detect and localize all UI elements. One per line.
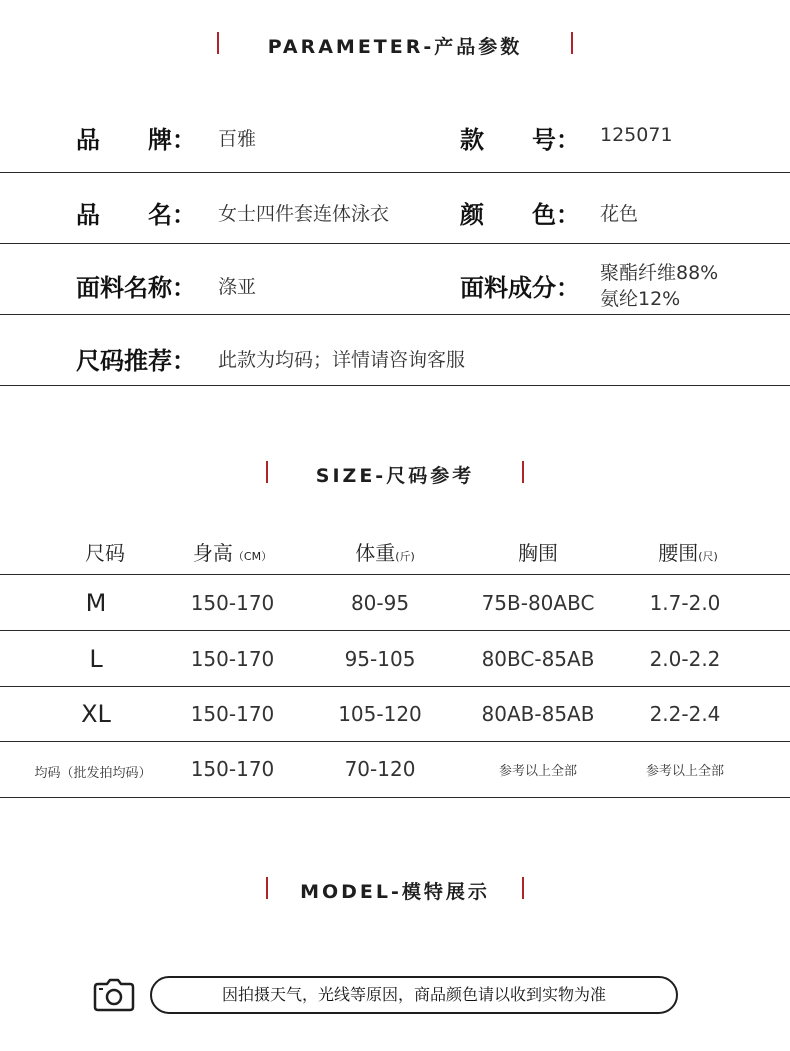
title-bar-right [522,877,524,899]
table-divider [0,797,790,798]
table-divider [0,574,790,575]
color-notice: 因拍摄天气，光线等原因，商品颜色请以收到实物为准 [150,976,678,1014]
table-divider [0,630,790,631]
header-weight-text: 体重 [355,541,396,565]
waist-cell: 2.0-2.2 [649,647,721,671]
size-cell: L [89,645,103,673]
divider [0,243,790,244]
header-height-unit: （CM） [232,550,273,563]
product-name-value: 女士四件套连体泳衣 [218,203,390,225]
product-name-label: 品 名： [76,201,196,229]
weight-cell: 80-95 [350,591,410,615]
fabric-composition-label: 面料成分： [460,274,580,302]
title-bar-right [522,461,524,483]
divider [0,314,790,315]
size-title: SIZE-尺码参考 [315,465,475,487]
height-cell: 150-170 [190,702,275,726]
size-recommend-value: 此款为均码；详情请咨询客服 [218,349,466,371]
fabric-name-value: 涤亚 [218,276,257,298]
camera-icon [93,978,135,1012]
brand-label: 品 牌： [76,126,196,154]
size-cell: M [85,589,107,617]
fabric-composition-value-1: 聚酯纤维88% [600,262,719,284]
waist-cell: 1.7-2.0 [649,591,721,615]
col-header-waist [628,537,748,566]
chest-cell: 75B-80ABC [481,591,595,615]
brand-value: 百雅 [218,128,257,150]
height-cell: 150-170 [190,647,275,671]
style-no-value: 125071 [600,124,673,146]
weight-cell: 70-120 [344,757,416,781]
chest-cell: 参考以上全部 [498,764,577,779]
height-cell: 150-170 [190,591,275,615]
waist-cell: 2.2-2.4 [649,702,721,726]
model-title: MODEL-模特展示 [300,881,490,903]
fabric-name-label: 面料名称： [76,274,196,302]
title-bar-right [571,32,573,54]
table-divider [0,686,790,687]
divider [0,385,790,386]
header-height-text: 身高 [192,541,233,565]
header-waist-text: 腰围 [658,541,699,565]
height-cell: 150-170 [190,757,275,781]
col-header-size: 尺码 [85,541,125,565]
style-no-label: 款 号： [460,126,580,154]
col-header-weight [330,537,440,566]
color-label: 颜 色： [460,201,580,229]
color-value: 花色 [600,203,639,225]
chest-cell: 80BC-85AB [481,647,595,671]
size-cell: XL [81,700,111,728]
header-weight-unit: (斤) [395,550,415,563]
parameter-title: PARAMETER-产品参数 [267,36,523,58]
waist-cell: 参考以上全部 [645,764,724,779]
table-divider [0,741,790,742]
size-recommend-label: 尺码推荐： [76,347,196,375]
size-cell: 均码（批发拍均码） [34,766,152,781]
col-header-height [170,537,295,566]
chest-cell: 80AB-85AB [481,702,595,726]
divider [0,172,790,173]
weight-cell: 95-105 [344,647,416,671]
fabric-composition-value-2: 氨纶12% [600,288,681,310]
header-waist-unit: (尺) [698,550,718,563]
weight-cell: 105-120 [338,702,422,726]
col-header-chest: 胸围 [518,541,558,565]
